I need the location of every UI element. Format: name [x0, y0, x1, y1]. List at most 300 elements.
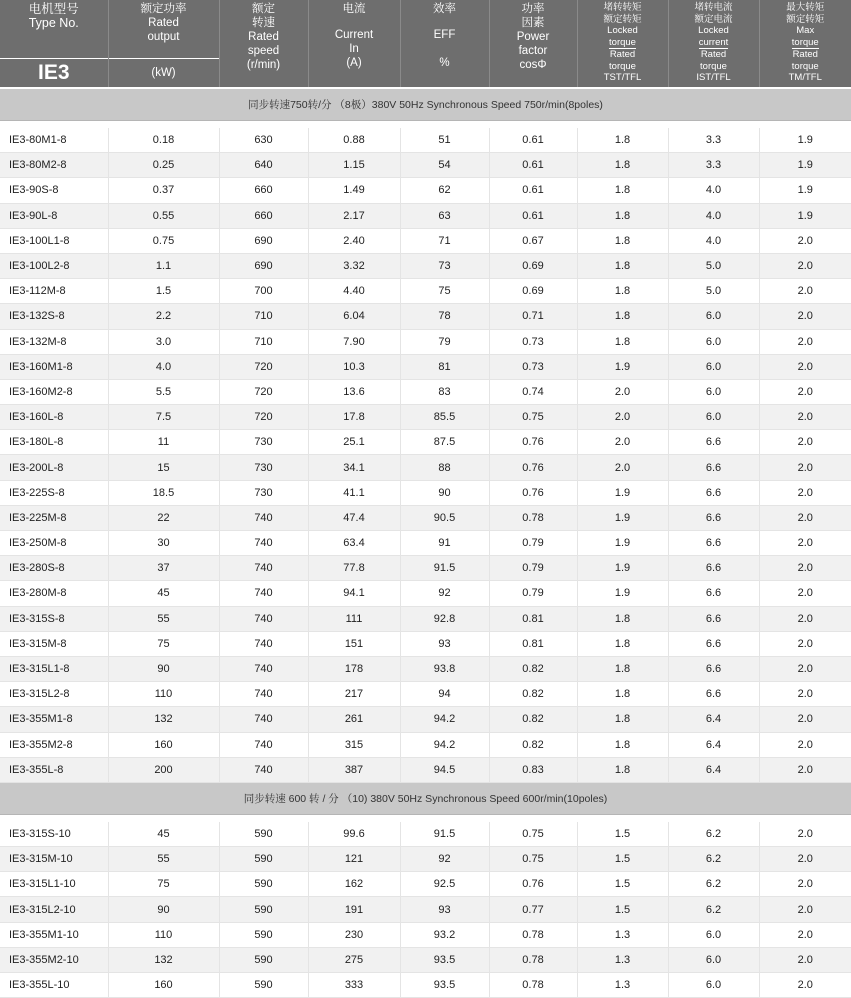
header-output-zh: 额定功率 [140, 3, 187, 15]
cell-pf: 0.79 [489, 531, 577, 556]
cell-tm: 2.0 [759, 732, 851, 757]
cell-eff: 71 [400, 228, 489, 253]
cell-ist: 3.3 [668, 153, 759, 178]
cell-current: 191 [308, 897, 400, 922]
cell-tm: 2.0 [759, 505, 851, 530]
cell-type: IE3-315S-8 [0, 606, 108, 631]
cell-tst: 1.5 [577, 847, 668, 872]
cell-output: 7.5 [108, 405, 219, 430]
cell-tst: 1.8 [577, 253, 668, 278]
cell-output: 15 [108, 455, 219, 480]
cell-pf: 0.83 [489, 757, 577, 782]
header-tst-en4: torque [609, 60, 636, 72]
cell-speed: 660 [219, 178, 308, 203]
cell-ist: 6.2 [668, 872, 759, 897]
cell-pf: 0.78 [489, 947, 577, 972]
header-ist-en2: current [698, 36, 729, 48]
cell-ist: 6.4 [668, 757, 759, 782]
table-row [0, 897, 851, 922]
cell-tm: 2.0 [759, 872, 851, 897]
cell-tm: 2.0 [759, 228, 851, 253]
header-pf-en1: Power [516, 31, 550, 43]
cell-pf: 0.73 [489, 354, 577, 379]
table-row [0, 922, 851, 947]
header-current-en1: Current [334, 29, 374, 41]
cell-tst: 1.8 [577, 153, 668, 178]
cell-eff: 78 [400, 304, 489, 329]
cell-eff: 88 [400, 455, 489, 480]
cell-current: 217 [308, 682, 400, 707]
header-pf-zh1: 功率 [521, 3, 545, 15]
table-row [0, 822, 851, 847]
cell-tm: 2.0 [759, 631, 851, 656]
cell-output: 30 [108, 531, 219, 556]
header-current-unit: (A) [346, 57, 362, 69]
cell-type: IE3-355L-8 [0, 757, 108, 782]
cell-type: IE3-112M-8 [0, 279, 108, 304]
cell-current: 230 [308, 922, 400, 947]
cell-tst: 1.8 [577, 128, 668, 153]
cell-output: 160 [108, 973, 219, 998]
header-ist-unit: IST/TFL [696, 72, 731, 83]
header-speed-en2: speed [247, 45, 280, 57]
cell-type: IE3-315L2-8 [0, 682, 108, 707]
cell-tm: 2.0 [759, 707, 851, 732]
header-current-en2: In [349, 43, 359, 55]
cell-current: 2.17 [308, 203, 400, 228]
cell-tm: 2.0 [759, 847, 851, 872]
cell-tm: 2.0 [759, 556, 851, 581]
cell-tst: 1.5 [577, 822, 668, 847]
header-tm-en3: Rated [792, 49, 818, 60]
cell-tst: 2.0 [577, 379, 668, 404]
cell-tm: 2.0 [759, 606, 851, 631]
cell-eff: 91.5 [400, 822, 489, 847]
cell-tst: 1.8 [577, 656, 668, 681]
cell-output: 3.0 [108, 329, 219, 354]
cell-eff: 92 [400, 847, 489, 872]
cell-ist: 6.2 [668, 897, 759, 922]
header-speed [219, 0, 308, 87]
header-tst-en2: torque [609, 36, 636, 48]
cell-output: 0.18 [108, 128, 219, 153]
header-output [108, 0, 219, 59]
cell-tst: 1.8 [577, 682, 668, 707]
header-tst-en3: Rated [609, 49, 636, 60]
header-output-en2: output [147, 31, 180, 43]
cell-pf: 0.82 [489, 682, 577, 707]
cell-tst: 1.3 [577, 973, 668, 998]
table-row [0, 973, 851, 998]
cell-eff: 90 [400, 480, 489, 505]
cell-tm: 2.0 [759, 947, 851, 972]
cell-type: IE3-355M2-8 [0, 732, 108, 757]
cell-tst: 1.5 [577, 872, 668, 897]
cell-speed: 720 [219, 405, 308, 430]
header-speed-zh1: 额定 [252, 3, 275, 15]
section-rows-10poles [0, 822, 851, 998]
cell-pf: 0.75 [489, 405, 577, 430]
cell-ist: 6.4 [668, 707, 759, 732]
cell-ist: 6.0 [668, 354, 759, 379]
cell-eff: 90.5 [400, 505, 489, 530]
cell-tm: 2.0 [759, 682, 851, 707]
cell-pf: 0.61 [489, 128, 577, 153]
cell-ist: 6.6 [668, 430, 759, 455]
cell-output: 1.1 [108, 253, 219, 278]
cell-current: 99.6 [308, 822, 400, 847]
table-row [0, 128, 851, 153]
cell-current: 6.04 [308, 304, 400, 329]
header-eff-en: EFF [433, 29, 456, 41]
cell-output: 22 [108, 505, 219, 530]
header-type-en: Type No. [28, 16, 79, 30]
cell-pf: 0.79 [489, 556, 577, 581]
header-eff-unit: % [439, 57, 450, 69]
cell-tst: 1.3 [577, 922, 668, 947]
header-tm [759, 0, 851, 87]
table-row [0, 329, 851, 354]
cell-current: 94.1 [308, 581, 400, 606]
header-type [0, 0, 108, 59]
cell-eff: 91.5 [400, 556, 489, 581]
cell-type: IE3-90S-8 [0, 178, 108, 203]
cell-output: 4.0 [108, 354, 219, 379]
cell-tst: 1.8 [577, 757, 668, 782]
cell-type: IE3-250M-8 [0, 531, 108, 556]
cell-speed: 590 [219, 947, 308, 972]
cell-current: 333 [308, 973, 400, 998]
cell-eff: 92.8 [400, 606, 489, 631]
cell-speed: 730 [219, 480, 308, 505]
cell-ist: 6.4 [668, 732, 759, 757]
cell-type: IE3-315L2-10 [0, 897, 108, 922]
table-row [0, 581, 851, 606]
cell-type: IE3-315M-8 [0, 631, 108, 656]
header-tm-zh1: 最大转矩 [786, 2, 825, 13]
header-tst [577, 0, 668, 87]
header-pf-zh2: 因素 [521, 17, 545, 29]
cell-speed: 740 [219, 707, 308, 732]
cell-speed: 720 [219, 379, 308, 404]
cell-ist: 6.0 [668, 947, 759, 972]
cell-eff: 92.5 [400, 872, 489, 897]
cell-eff: 94 [400, 682, 489, 707]
cell-eff: 85.5 [400, 405, 489, 430]
header-ist [668, 0, 759, 87]
cell-tm: 1.9 [759, 153, 851, 178]
cell-type: IE3-90L-8 [0, 203, 108, 228]
cell-pf: 0.71 [489, 304, 577, 329]
cell-type: IE3-315S-10 [0, 822, 108, 847]
cell-type: IE3-160M1-8 [0, 354, 108, 379]
cell-speed: 740 [219, 606, 308, 631]
cell-pf: 0.67 [489, 228, 577, 253]
table-row [0, 203, 851, 228]
cell-tst: 1.5 [577, 897, 668, 922]
table-row [0, 606, 851, 631]
cell-type: IE3-225M-8 [0, 505, 108, 530]
cell-speed: 740 [219, 631, 308, 656]
cell-tst: 1.9 [577, 354, 668, 379]
cell-current: 275 [308, 947, 400, 972]
cell-pf: 0.77 [489, 897, 577, 922]
table-row [0, 682, 851, 707]
cell-speed: 740 [219, 682, 308, 707]
cell-current: 178 [308, 656, 400, 681]
header-tm-en2: torque [791, 36, 819, 48]
section-title-10poles: 同步转速 600 转 / 分 （10) 380V 50Hz Synchronous Speed 600r/min(10poles) [0, 782, 851, 814]
cell-output: 18.5 [108, 480, 219, 505]
table-row [0, 304, 851, 329]
table-row [0, 556, 851, 581]
table-row [0, 279, 851, 304]
cell-ist: 6.0 [668, 329, 759, 354]
cell-type: IE3-355M1-8 [0, 707, 108, 732]
cell-ist: 6.6 [668, 480, 759, 505]
cell-ist: 6.6 [668, 531, 759, 556]
cell-output: 11 [108, 430, 219, 455]
header-current [308, 0, 400, 87]
cell-type: IE3-355M1-10 [0, 922, 108, 947]
header-pf-en2: factor [518, 45, 548, 57]
table-row [0, 480, 851, 505]
cell-current: 162 [308, 872, 400, 897]
header-ist-en1: Locked [698, 25, 729, 36]
cell-speed: 630 [219, 128, 308, 153]
cell-tst: 1.9 [577, 480, 668, 505]
cell-current: 63.4 [308, 531, 400, 556]
cell-current: 34.1 [308, 455, 400, 480]
cell-type: IE3-80M1-8 [0, 128, 108, 153]
cell-speed: 590 [219, 973, 308, 998]
cell-eff: 93.5 [400, 973, 489, 998]
cell-current: 111 [308, 606, 400, 631]
cell-output: 45 [108, 581, 219, 606]
table-row [0, 872, 851, 897]
cell-output: 160 [108, 732, 219, 757]
cell-tst: 2.0 [577, 405, 668, 430]
cell-current: 1.15 [308, 153, 400, 178]
table-row [0, 379, 851, 404]
cell-eff: 62 [400, 178, 489, 203]
cell-tm: 2.0 [759, 253, 851, 278]
header-current-zh: 电流 [342, 3, 366, 15]
cell-eff: 93.8 [400, 656, 489, 681]
cell-tst: 1.9 [577, 556, 668, 581]
header-tst-en1: Locked [607, 25, 638, 36]
cell-ist: 6.2 [668, 847, 759, 872]
table-row [0, 505, 851, 530]
cell-tst: 1.8 [577, 228, 668, 253]
cell-pf: 0.82 [489, 707, 577, 732]
cell-speed: 590 [219, 872, 308, 897]
cell-tst: 1.8 [577, 707, 668, 732]
cell-eff: 94.2 [400, 732, 489, 757]
cell-pf: 0.76 [489, 455, 577, 480]
header-pf [489, 0, 577, 87]
cell-ist: 5.0 [668, 279, 759, 304]
cell-current: 0.88 [308, 128, 400, 153]
cell-current: 3.32 [308, 253, 400, 278]
header-eff [400, 0, 489, 87]
cell-speed: 730 [219, 455, 308, 480]
cell-tst: 1.8 [577, 606, 668, 631]
cell-current: 387 [308, 757, 400, 782]
cell-tm: 1.9 [759, 203, 851, 228]
cell-speed: 730 [219, 430, 308, 455]
cell-tm: 2.0 [759, 329, 851, 354]
cell-eff: 91 [400, 531, 489, 556]
cell-ist: 6.0 [668, 379, 759, 404]
cell-eff: 92 [400, 581, 489, 606]
table-row [0, 757, 851, 782]
cell-ist: 6.6 [668, 682, 759, 707]
cell-pf: 0.61 [489, 203, 577, 228]
cell-pf: 0.76 [489, 480, 577, 505]
cell-tst: 1.8 [577, 279, 668, 304]
cell-current: 13.6 [308, 379, 400, 404]
header-speed-unit: (r/min) [246, 59, 281, 71]
header-tst-zh1: 堵转转矩 [603, 2, 642, 13]
cell-ist: 6.0 [668, 304, 759, 329]
header-tm-en4: torque [791, 60, 819, 72]
cell-eff: 54 [400, 153, 489, 178]
cell-eff: 93.2 [400, 922, 489, 947]
cell-pf: 0.81 [489, 631, 577, 656]
header-eff-zh: 效率 [433, 3, 456, 15]
cell-type: IE3-355M2-10 [0, 947, 108, 972]
cell-ist: 6.6 [668, 631, 759, 656]
cell-current: 25.1 [308, 430, 400, 455]
table-row [0, 430, 851, 455]
cell-ist: 6.6 [668, 505, 759, 530]
cell-speed: 690 [219, 228, 308, 253]
cell-eff: 94.2 [400, 707, 489, 732]
cell-current: 47.4 [308, 505, 400, 530]
cell-tst: 2.0 [577, 430, 668, 455]
cell-output: 110 [108, 922, 219, 947]
cell-speed: 740 [219, 505, 308, 530]
cell-speed: 720 [219, 354, 308, 379]
header-output-en1: Rated [148, 17, 179, 29]
cell-speed: 740 [219, 732, 308, 757]
cell-pf: 0.76 [489, 872, 577, 897]
cell-current: 261 [308, 707, 400, 732]
cell-speed: 740 [219, 757, 308, 782]
cell-current: 121 [308, 847, 400, 872]
cell-eff: 81 [400, 354, 489, 379]
cell-type: IE3-315L1-8 [0, 656, 108, 681]
cell-pf: 0.81 [489, 606, 577, 631]
cell-speed: 710 [219, 304, 308, 329]
cell-speed: 740 [219, 531, 308, 556]
cell-speed: 700 [219, 279, 308, 304]
table-row [0, 732, 851, 757]
cell-eff: 63 [400, 203, 489, 228]
cell-output: 1.5 [108, 279, 219, 304]
cell-tst: 1.8 [577, 732, 668, 757]
header-tm-zh2: 额定转矩 [786, 13, 825, 25]
cell-speed: 590 [219, 822, 308, 847]
cell-pf: 0.78 [489, 973, 577, 998]
cell-ist: 4.0 [668, 203, 759, 228]
cell-output: 55 [108, 847, 219, 872]
table-row [0, 531, 851, 556]
table-row [0, 405, 851, 430]
cell-ist: 6.0 [668, 405, 759, 430]
cell-pf: 0.69 [489, 253, 577, 278]
cell-pf: 0.61 [489, 153, 577, 178]
cell-eff: 75 [400, 279, 489, 304]
cell-type: IE3-100L1-8 [0, 228, 108, 253]
cell-tm: 2.0 [759, 405, 851, 430]
header-model: IE3 [0, 59, 108, 88]
cell-output: 45 [108, 822, 219, 847]
cell-current: 77.8 [308, 556, 400, 581]
cell-type: IE3-315M-10 [0, 847, 108, 872]
cell-pf: 0.73 [489, 329, 577, 354]
cell-type: IE3-80M2-8 [0, 153, 108, 178]
cell-type: IE3-315L1-10 [0, 872, 108, 897]
cell-pf: 0.82 [489, 732, 577, 757]
cell-type: IE3-132S-8 [0, 304, 108, 329]
cell-output: 75 [108, 872, 219, 897]
cell-tm: 2.0 [759, 822, 851, 847]
cell-current: 10.3 [308, 354, 400, 379]
cell-ist: 4.0 [668, 178, 759, 203]
cell-tst: 1.3 [577, 947, 668, 972]
header-pf-unit: cosΦ [519, 59, 547, 71]
cell-pf: 0.74 [489, 379, 577, 404]
cell-tm: 2.0 [759, 757, 851, 782]
header-tm-en1: Max [796, 25, 815, 36]
cell-type: IE3-200L-8 [0, 455, 108, 480]
cell-speed: 740 [219, 581, 308, 606]
cell-output: 37 [108, 556, 219, 581]
cell-ist: 6.6 [668, 606, 759, 631]
cell-ist: 3.3 [668, 128, 759, 153]
cell-tm: 2.0 [759, 656, 851, 681]
cell-current: 41.1 [308, 480, 400, 505]
cell-tm: 1.9 [759, 178, 851, 203]
section-rows-8poles [0, 128, 851, 782]
table-row [0, 228, 851, 253]
cell-pf: 0.78 [489, 922, 577, 947]
cell-type: IE3-132M-8 [0, 329, 108, 354]
table-row [0, 153, 851, 178]
cell-eff: 73 [400, 253, 489, 278]
cell-current: 151 [308, 631, 400, 656]
table-row [0, 631, 851, 656]
cell-tst: 1.8 [577, 304, 668, 329]
cell-output: 110 [108, 682, 219, 707]
cell-tst: 1.9 [577, 505, 668, 530]
cell-current: 2.40 [308, 228, 400, 253]
cell-tst: 2.0 [577, 455, 668, 480]
cell-ist: 6.6 [668, 556, 759, 581]
cell-eff: 93 [400, 897, 489, 922]
section-title-8poles: 同步转速750转/分 （8极）380V 50Hz Synchronous Speed 750r/min(8poles) [0, 89, 851, 121]
cell-ist: 6.6 [668, 581, 759, 606]
cell-current: 17.8 [308, 405, 400, 430]
cell-output: 0.25 [108, 153, 219, 178]
cell-output: 0.55 [108, 203, 219, 228]
cell-eff: 93.5 [400, 947, 489, 972]
cell-type: IE3-180L-8 [0, 430, 108, 455]
cell-speed: 590 [219, 897, 308, 922]
cell-output: 2.2 [108, 304, 219, 329]
